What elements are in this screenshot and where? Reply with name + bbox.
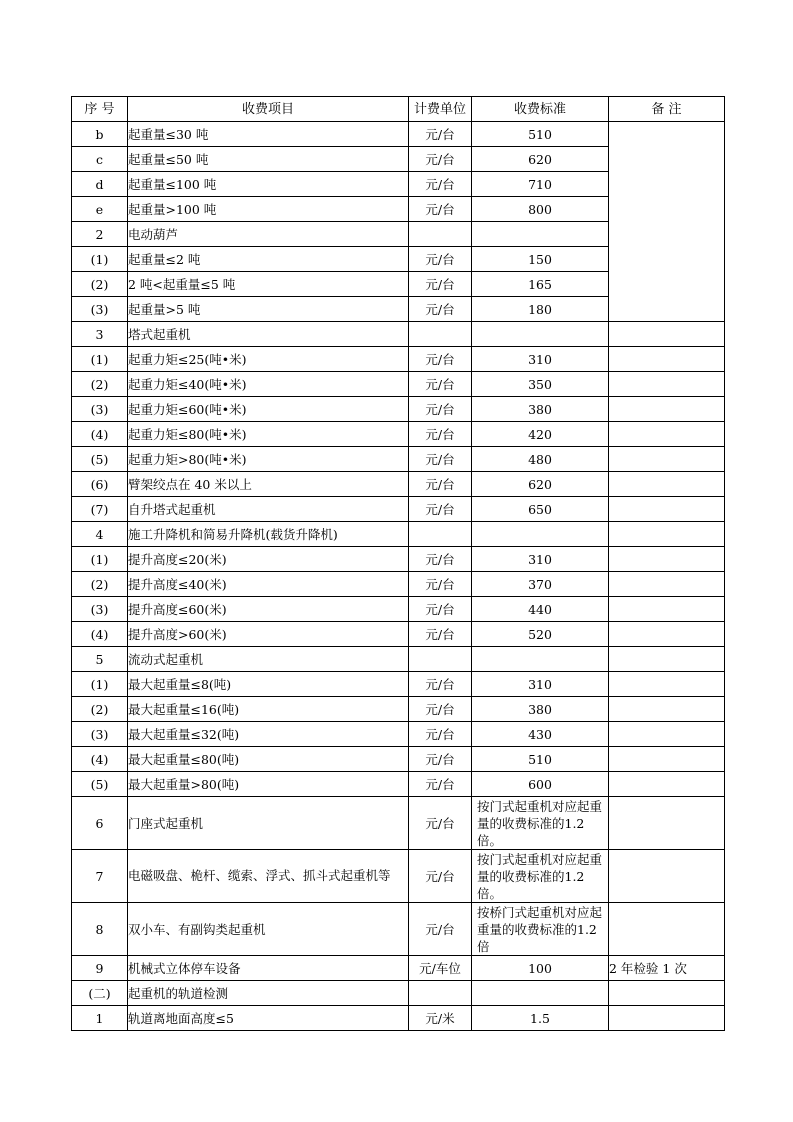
cell-seq: 2 [72,222,128,247]
cell-item: 起重量>5 吨 [128,297,409,322]
cell-item: 提升高度≤20(米) [128,547,409,572]
cell-seq: 9 [72,956,128,981]
cell-item: 双小车、有副钩类起重机 [128,903,409,956]
cell-seq: (1) [72,547,128,572]
table-row [72,347,725,372]
cell-unit: 元/台 [409,197,472,222]
cell-seq: (5) [72,447,128,472]
cell-standard: 350 [472,372,609,397]
cell-seq: (6) [72,472,128,497]
cell-item: 起重力矩≤80(吨•米) [128,422,409,447]
cell-item: 最大起重量≤80(吨) [128,747,409,772]
cell-item: 臂架绞点在 40 米以上 [128,472,409,497]
cell-unit: 元/台 [409,472,472,497]
cell-standard [472,222,609,247]
cell-note [609,372,725,397]
table-row [72,397,725,422]
cell-seq: (2) [72,372,128,397]
cell-seq: e [72,197,128,222]
cell-note [609,522,725,547]
cell-seq: (7) [72,497,128,522]
table-row [72,472,725,497]
cell-note [609,903,725,956]
cell-standard: 165 [472,272,609,297]
cell-standard: 650 [472,497,609,522]
cell-item: 最大起重量≤32(吨) [128,722,409,747]
cell-unit: 元/台 [409,622,472,647]
table-row [72,497,725,522]
cell-standard: 150 [472,247,609,272]
cell-note [609,672,725,697]
cell-note [609,1006,725,1031]
cell-seq: 4 [72,522,128,547]
cell-unit: 元/台 [409,397,472,422]
cell-seq: d [72,172,128,197]
table-row [72,622,725,647]
cell-seq: 7 [72,850,128,903]
header-seq: 序 号 [72,97,128,122]
cell-note [609,597,725,622]
cell-standard [472,981,609,1006]
cell-unit: 元/台 [409,572,472,597]
cell-unit: 元/台 [409,422,472,447]
cell-seq: (2) [72,572,128,597]
cell-standard: 380 [472,397,609,422]
cell-standard: 310 [472,547,609,572]
table-row [72,447,725,472]
cell-item: 起重量≤100 吨 [128,172,409,197]
cell-note [609,747,725,772]
cell-unit: 元/车位 [409,956,472,981]
cell-note [609,347,725,372]
cell-seq: (4) [72,422,128,447]
cell-standard [472,322,609,347]
cell-note [609,572,725,597]
cell-unit: 元/台 [409,122,472,147]
table-row [72,522,725,547]
table-row [72,372,725,397]
cell-unit: 元/台 [409,850,472,903]
cell-note [609,797,725,850]
cell-unit: 元/台 [409,797,472,850]
cell-seq: 3 [72,322,128,347]
cell-unit [409,322,472,347]
cell-seq: (1) [72,672,128,697]
table-row [72,981,725,1006]
cell-unit [409,222,472,247]
cell-standard: 800 [472,197,609,222]
cell-note [609,722,725,747]
cell-unit [409,981,472,1006]
table-row [72,547,725,572]
cell-seq: 5 [72,647,128,672]
cell-item: 门座式起重机 [128,797,409,850]
cell-note [609,447,725,472]
cell-seq: 6 [72,797,128,850]
cell-seq: 8 [72,903,128,956]
header-item: 收费项目 [128,97,409,122]
cell-standard: 按门式起重机对应起重量的收费标准的1.2倍。 [472,797,609,850]
cell-unit: 元/台 [409,147,472,172]
cell-item: 起重力矩>80(吨•米) [128,447,409,472]
cell-note [609,697,725,722]
cell-item: 施工升降机和简易升降机(载货升降机) [128,522,409,547]
cell-note-merged [609,122,725,322]
cell-seq: (1) [72,247,128,272]
cell-unit: 元/台 [409,547,472,572]
cell-seq: (2) [72,272,128,297]
cell-note [609,472,725,497]
table-row [72,672,725,697]
cell-note [609,981,725,1006]
cell-item: 起重量≤2 吨 [128,247,409,272]
cell-item-text: 电磁吸盘、桅杆、缆索、浮式、抓斗式起重机等 [128,868,391,883]
cell-note: 2 年检验 1 次 [609,956,725,981]
cell-standard: 按门式起重机对应起重量的收费标准的1.2倍。 [472,850,609,903]
cell-standard: 600 [472,772,609,797]
cell-note [609,547,725,572]
cell-seq: b [72,122,128,147]
cell-item: 提升高度>60(米) [128,622,409,647]
header-standard: 收费标准 [472,97,609,122]
cell-unit: 元/台 [409,597,472,622]
cell-item: 起重量>100 吨 [128,197,409,222]
table-row [72,422,725,447]
cell-unit: 元/台 [409,672,472,697]
cell-seq: (2) [72,697,128,722]
cell-standard: 310 [472,672,609,697]
cell-unit: 元/台 [409,747,472,772]
cell-unit: 元/台 [409,247,472,272]
cell-item: 起重力矩≤40(吨•米) [128,372,409,397]
cell-seq: (3) [72,597,128,622]
cell-standard [472,522,609,547]
cell-note [609,772,725,797]
table-row [72,697,725,722]
cell-unit: 元/台 [409,372,472,397]
table-row [72,122,725,147]
table-row [72,322,725,347]
cell-item [128,850,409,903]
cell-item: 流动式起重机 [128,647,409,672]
cell-standard: 620 [472,147,609,172]
cell-seq: 1 [72,1006,128,1031]
cell-unit: 元/台 [409,297,472,322]
cell-item: 起重机的轨道检测 [128,981,409,1006]
cell-seq: (3) [72,397,128,422]
cell-note [609,397,725,422]
cell-standard: 420 [472,422,609,447]
cell-unit: 元/米 [409,1006,472,1031]
cell-unit [409,647,472,672]
cell-item: 轨道离地面高度≤5 [128,1006,409,1031]
cell-item: 起重量≤30 吨 [128,122,409,147]
cell-standard: 440 [472,597,609,622]
table-row [72,850,725,903]
cell-note [609,622,725,647]
cell-unit: 元/台 [409,903,472,956]
cell-item: 2 吨<起重量≤5 吨 [128,272,409,297]
cell-item: 电动葫芦 [128,222,409,247]
cell-standard: 100 [472,956,609,981]
cell-standard: 710 [472,172,609,197]
cell-standard: 430 [472,722,609,747]
cell-item: 提升高度≤60(米) [128,597,409,622]
table-row [72,956,725,981]
cell-seq: (4) [72,622,128,647]
cell-standard: 310 [472,347,609,372]
cell-note [609,497,725,522]
cell-note [609,322,725,347]
header-unit: 计费单位 [409,97,472,122]
cell-item: 塔式起重机 [128,322,409,347]
cell-note [609,647,725,672]
cell-standard: 按桥门式起重机对应起重量的收费标准的1.2倍 [472,903,609,956]
cell-item: 机械式立体停车设备 [128,956,409,981]
table-row [72,1006,725,1031]
cell-item: 起重力矩≤60(吨•米) [128,397,409,422]
cell-standard: 380 [472,697,609,722]
table-row [72,572,725,597]
cell-unit: 元/台 [409,447,472,472]
cell-standard: 520 [472,622,609,647]
cell-standard: 480 [472,447,609,472]
table-row [72,747,725,772]
cell-unit: 元/台 [409,772,472,797]
table-row [72,903,725,956]
cell-unit: 元/台 [409,347,472,372]
cell-unit [409,522,472,547]
cell-standard: 510 [472,122,609,147]
cell-unit: 元/台 [409,722,472,747]
table-row [72,772,725,797]
cell-seq: (二) [72,981,128,1006]
cell-seq: (4) [72,747,128,772]
cell-note [609,422,725,447]
cell-seq: c [72,147,128,172]
table-header-row [72,97,725,122]
cell-standard: 1.5 [472,1006,609,1031]
cell-seq: (3) [72,722,128,747]
cell-item: 自升塔式起重机 [128,497,409,522]
cell-item: 最大起重量≤16(吨) [128,697,409,722]
fee-table [71,96,725,1031]
cell-seq: (5) [72,772,128,797]
cell-standard: 620 [472,472,609,497]
cell-standard: 370 [472,572,609,597]
cell-item: 起重力矩≤25(吨•米) [128,347,409,372]
cell-seq: (3) [72,297,128,322]
header-note: 备 注 [609,97,725,122]
cell-standard [472,647,609,672]
cell-standard: 180 [472,297,609,322]
cell-standard: 510 [472,747,609,772]
cell-unit: 元/台 [409,272,472,297]
cell-seq: (1) [72,347,128,372]
cell-item: 起重量≤50 吨 [128,147,409,172]
table-row [72,597,725,622]
cell-unit: 元/台 [409,497,472,522]
cell-unit: 元/台 [409,172,472,197]
cell-item: 最大起重量>80(吨) [128,772,409,797]
table-row [72,647,725,672]
table-row [72,797,725,850]
table-row [72,722,725,747]
cell-note [609,850,725,903]
cell-item: 最大起重量≤8(吨) [128,672,409,697]
cell-item: 提升高度≤40(米) [128,572,409,597]
cell-unit: 元/台 [409,697,472,722]
